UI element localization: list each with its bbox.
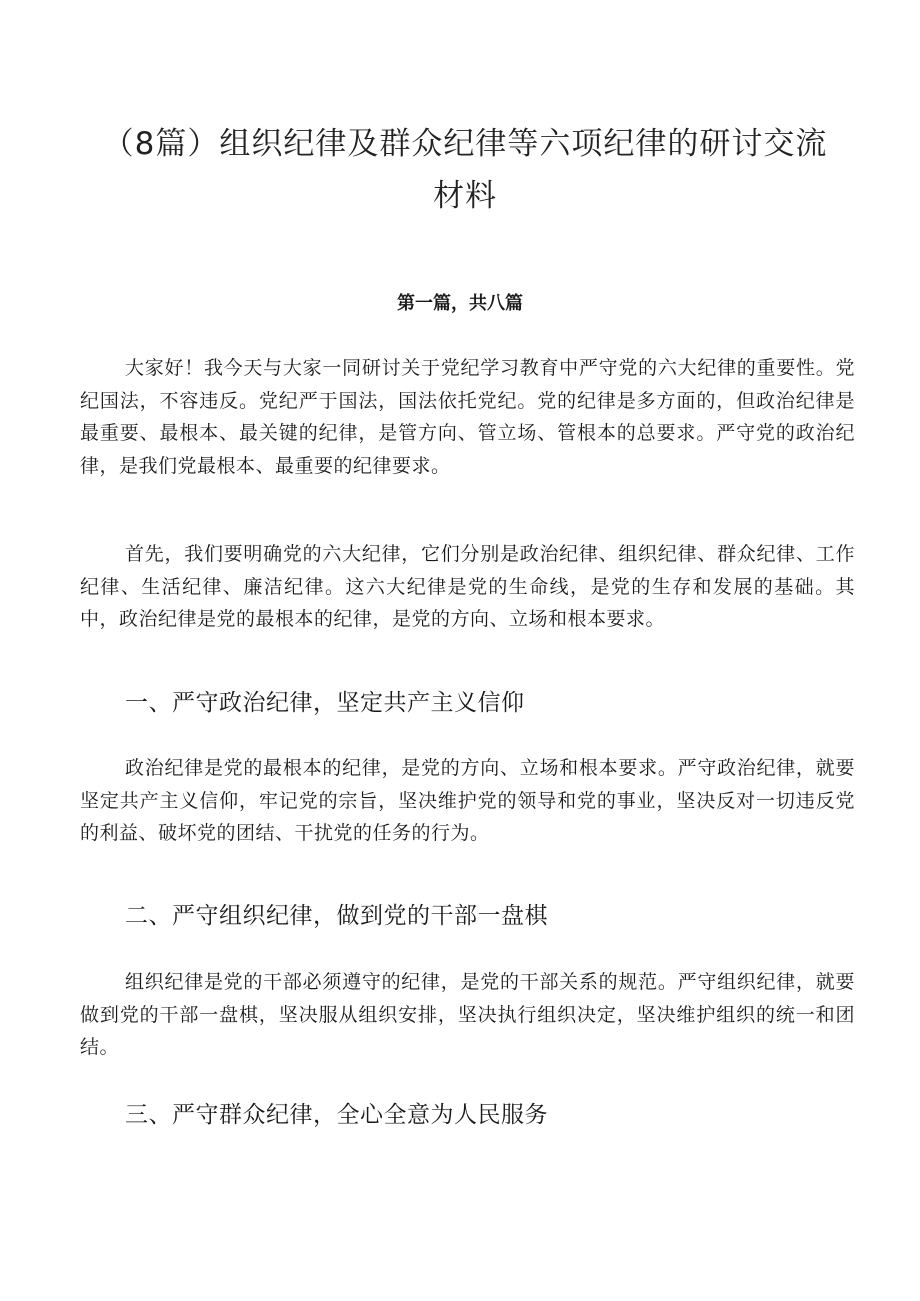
paragraph-political: 政治纪律是党的最根本的纪律，是党的方向、立场和根本要求。严守政治纪律，就要坚定共产主义信仰，牢记党的宗旨，坚决维护党的领导和党的事业，坚决反对一切违反党的利益、破坏党的团结、干扰党的任务的行为。 [80,757,855,844]
paragraph-organization: 组织纪律是党的干部必须遵守的纪律，是党的干部关系的规范。严守组织纪律，就要做到党的干部一盘棋，坚决服从组织安排，坚决执行组织决定，坚决维护组织的统一和团结。 [80,971,855,1058]
paragraph-first: 首先，我们要明确党的六大纪律，它们分别是政治纪律、组织纪律、群众纪律、工作纪律、生活纪律、廉洁纪律。这六大纪律是党的生命线，是党的生存和发展的基础。其中，政治纪律是党的最根本的纪律，是党的方向、立场和根本要求。 [80,543,855,630]
section-heading-organization: 二、严守组织纪律，做到党的干部一盘棋 [125,903,548,929]
section-heading-mass: 三、严守群众纪律，全心全意为人民服务 [125,1102,548,1128]
section-heading-political: 一、严守政治纪律，坚定共产主义信仰 [125,690,525,716]
document-subtitle: 第一篇，共八篇 [397,293,523,314]
document-title: （8篇）组织纪律及群众纪律等六项纪律的研讨交流材料 [102,126,828,214]
paragraph-intro: 大家好！我今天与大家一同研讨关于党纪学习教育中严守党的六大纪律的重要性。党纪国法，不容违反。党纪严于国法，国法依托党纪。党的纪律是多方面的，但政治纪律是最重要、最根本、最关键的纪律，是管方向、管立场、管根本的总要求。严守党的政治纪律，是我们党最根本、最重要的纪律要求。 [80,357,855,477]
